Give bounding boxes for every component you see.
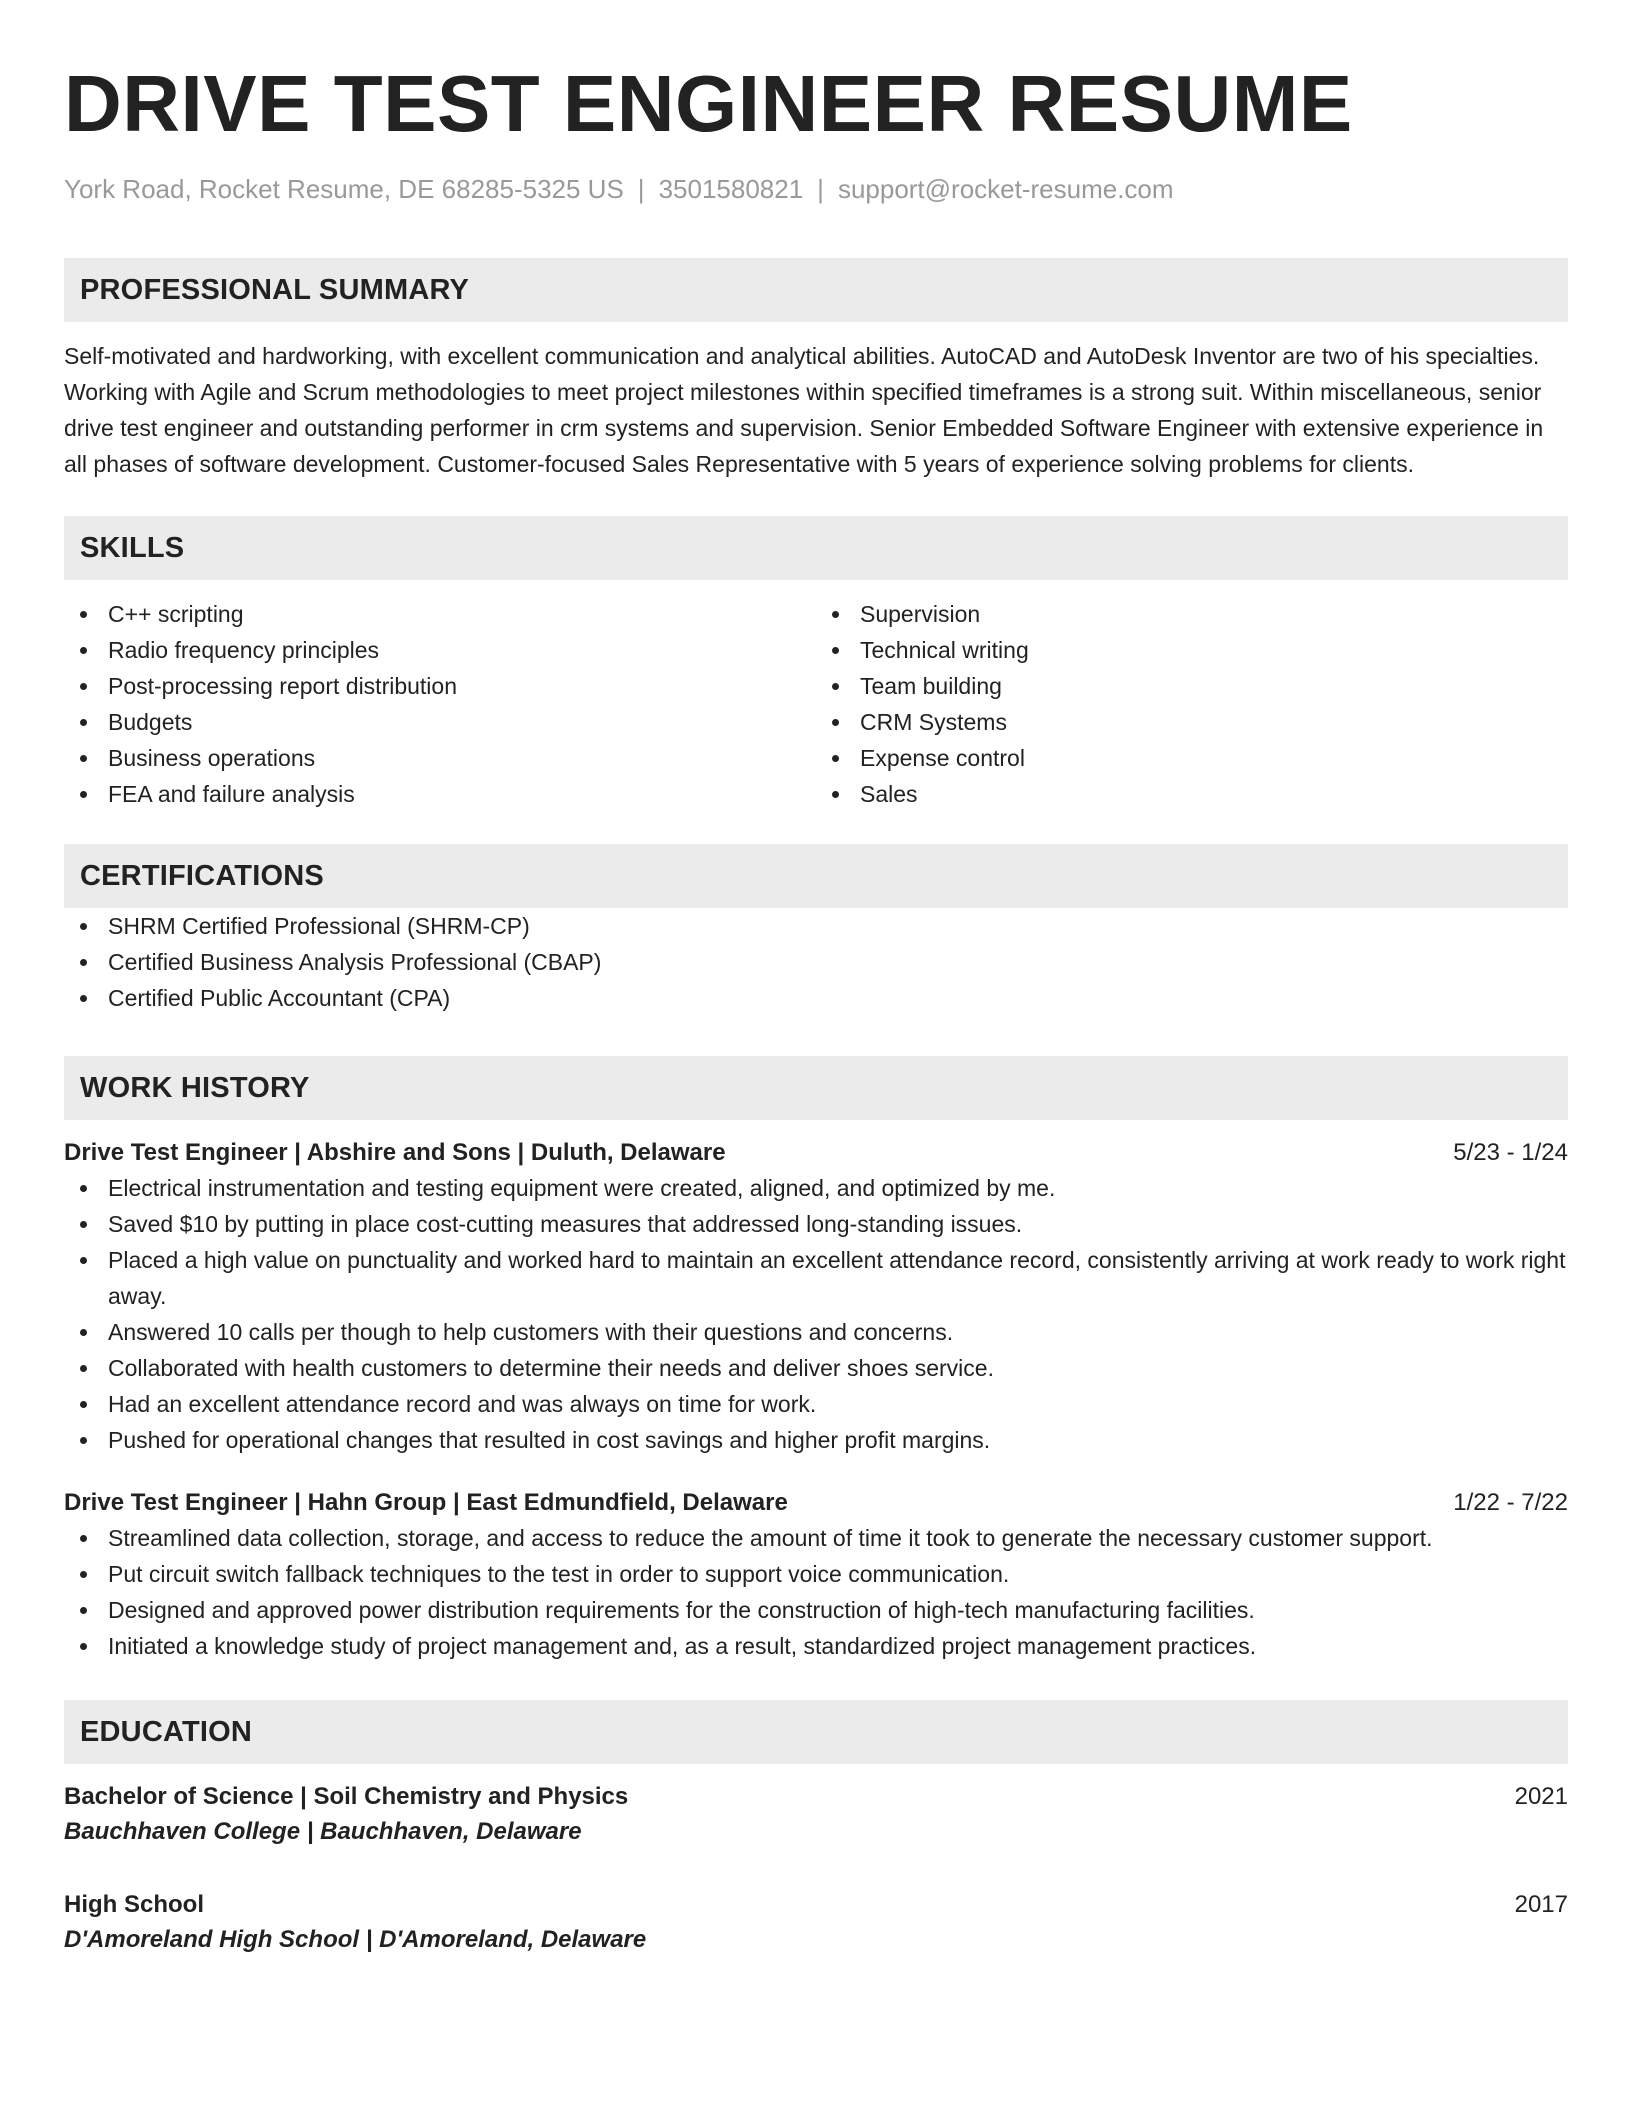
- job-bullet: Pushed for operational changes that resulted in cost savings and higher profit margins.: [64, 1422, 1568, 1458]
- contact-address: York Road, Rocket Resume, DE 68285-5325 US: [64, 174, 624, 204]
- bullet-icon: [832, 755, 839, 762]
- bullet-icon: [80, 1643, 87, 1650]
- bullet-icon: [80, 1221, 87, 1228]
- job-bullet: Answered 10 calls per though to help customers with their questions and concerns.: [64, 1314, 1568, 1350]
- summary-text: Self-motivated and hardworking, with excellent communication and analytical abilities. AutoCAD and AutoDesk Inventor are two of his specialties. Working with Agile and Scrum methodologies to meet project milestones within specified timeframes is a strong suit. Within miscellaneous, senior drive test engineer and outstanding performer in crm systems and supervision. Senior Embedded Software Engineer with extensive experience in all phases of software development. Customer-focused Sales Representative with 5 years of experience solving problems for clients.: [64, 343, 1544, 477]
- contact-line: [64, 172, 1568, 206]
- bullet-icon: [80, 719, 87, 726]
- section-header-education: EDUCATION: [64, 1700, 1568, 1764]
- bullet-icon: [80, 923, 87, 930]
- skill-item: C++ scripting: [64, 596, 816, 632]
- education-school: Bauchhaven College | Bauchhaven, Delaware: [64, 1818, 582, 1845]
- skill-item: FEA and failure analysis: [64, 776, 816, 812]
- job-bullets: [64, 1520, 1568, 1664]
- bullet-icon: [80, 1185, 87, 1192]
- job-bullets: [64, 1170, 1568, 1458]
- job-bullet: Placed a high value on punctuality and worked hard to maintain an excellent attendance record, consistently arriving at work ready to work right away.: [64, 1242, 1568, 1314]
- skill-item: Technical writing: [816, 632, 1568, 668]
- certification-item: SHRM Certified Professional (SHRM-CP): [64, 908, 1568, 944]
- education-year: 2021: [1514, 1783, 1568, 1810]
- job-bullet: Initiated a knowledge study of project management and, as a result, standardized project management practices.: [64, 1628, 1568, 1664]
- education-degree: Bachelor of Science | Soil Chemistry and Physics: [64, 1783, 629, 1810]
- bullet-icon: [80, 791, 87, 798]
- job-header: [64, 1486, 1568, 1520]
- job-bullet: Streamlined data collection, storage, and access to reduce the amount of time it took to generate the necessary customer support.: [64, 1520, 1568, 1556]
- skill-item: Post-processing report distribution: [64, 668, 816, 704]
- bullet-icon: [832, 611, 839, 618]
- section-header-summary: PROFESSIONAL SUMMARY: [64, 258, 1568, 322]
- bullet-icon: [832, 791, 839, 798]
- contact-separator: |: [637, 174, 645, 204]
- job-bullet: Saved $10 by putting in place cost-cutting measures that addressed long-standing issues.: [64, 1206, 1568, 1242]
- job-header: [64, 1136, 1568, 1170]
- skill-item: Budgets: [64, 704, 816, 740]
- job-title: Drive Test Engineer | Hahn Group | East Edmundfield, Delaware: [64, 1489, 788, 1516]
- contact-phone: 3501580821: [658, 174, 804, 204]
- skills-column-left: [64, 596, 816, 812]
- certification-item: Certified Public Accountant (CPA): [64, 980, 1568, 1016]
- job-title: Drive Test Engineer | Abshire and Sons | Duluth, Delaware: [64, 1139, 726, 1166]
- job-bullet: Collaborated with health customers to determine their needs and deliver shoes service.: [64, 1350, 1568, 1386]
- skill-item: Sales: [816, 776, 1568, 812]
- bullet-icon: [832, 719, 839, 726]
- certifications-list: [64, 908, 1568, 1016]
- bullet-icon: [80, 755, 87, 762]
- bullet-icon: [80, 611, 87, 618]
- education-header: [64, 1780, 1568, 1814]
- education-header: [64, 1888, 1568, 1922]
- section-header-skills: SKILLS: [64, 516, 1568, 580]
- bullet-icon: [80, 1437, 87, 1444]
- bullet-icon: [80, 1607, 87, 1614]
- certification-item: Certified Business Analysis Professional (CBAP): [64, 944, 1568, 980]
- job-dates: 1/22 - 7/22: [1453, 1489, 1568, 1516]
- job-dates: 5/23 - 1/24: [1453, 1139, 1568, 1166]
- skill-item: Business operations: [64, 740, 816, 776]
- skill-item: CRM Systems: [816, 704, 1568, 740]
- skill-item: Expense control: [816, 740, 1568, 776]
- section-header-work-history: WORK HISTORY: [64, 1056, 1568, 1120]
- section-header-certifications: CERTIFICATIONS: [64, 844, 1568, 908]
- job-bullet: Electrical instrumentation and testing equipment were created, aligned, and optimized by me.: [64, 1170, 1568, 1206]
- education-school: D'Amoreland High School | D'Amoreland, Delaware: [64, 1926, 647, 1953]
- skill-item: Team building: [816, 668, 1568, 704]
- job-bullet: Put circuit switch fallback techniques to the test in order to support voice communication.: [64, 1556, 1568, 1592]
- skill-item: Supervision: [816, 596, 1568, 632]
- bullet-icon: [80, 1571, 87, 1578]
- resume-title: DRIVE TEST ENGINEER RESUME: [64, 59, 1353, 148]
- skills-column-right: [816, 596, 1568, 812]
- bullet-icon: [80, 1365, 87, 1372]
- education-degree: High School: [64, 1891, 204, 1918]
- skills-list: [64, 596, 1568, 812]
- bullet-icon: [80, 1535, 87, 1542]
- contact-separator: |: [817, 174, 824, 204]
- bullet-icon: [80, 647, 87, 654]
- education-year: 2017: [1514, 1891, 1568, 1918]
- job-bullet: Designed and approved power distribution requirements for the construction of high-tech manufacturing facilities.: [64, 1592, 1568, 1628]
- bullet-icon: [80, 683, 87, 690]
- contact-email: support@rocket-resume.com: [837, 174, 1174, 204]
- bullet-icon: [80, 1329, 87, 1336]
- job-bullet: Had an excellent attendance record and was always on time for work.: [64, 1386, 1568, 1422]
- bullet-icon: [80, 995, 87, 1002]
- bullet-icon: [832, 683, 839, 690]
- bullet-icon: [80, 1401, 87, 1408]
- bullet-icon: [832, 647, 839, 654]
- bullet-icon: [80, 1257, 87, 1264]
- skill-item: Radio frequency principles: [64, 632, 816, 668]
- bullet-icon: [80, 959, 87, 966]
